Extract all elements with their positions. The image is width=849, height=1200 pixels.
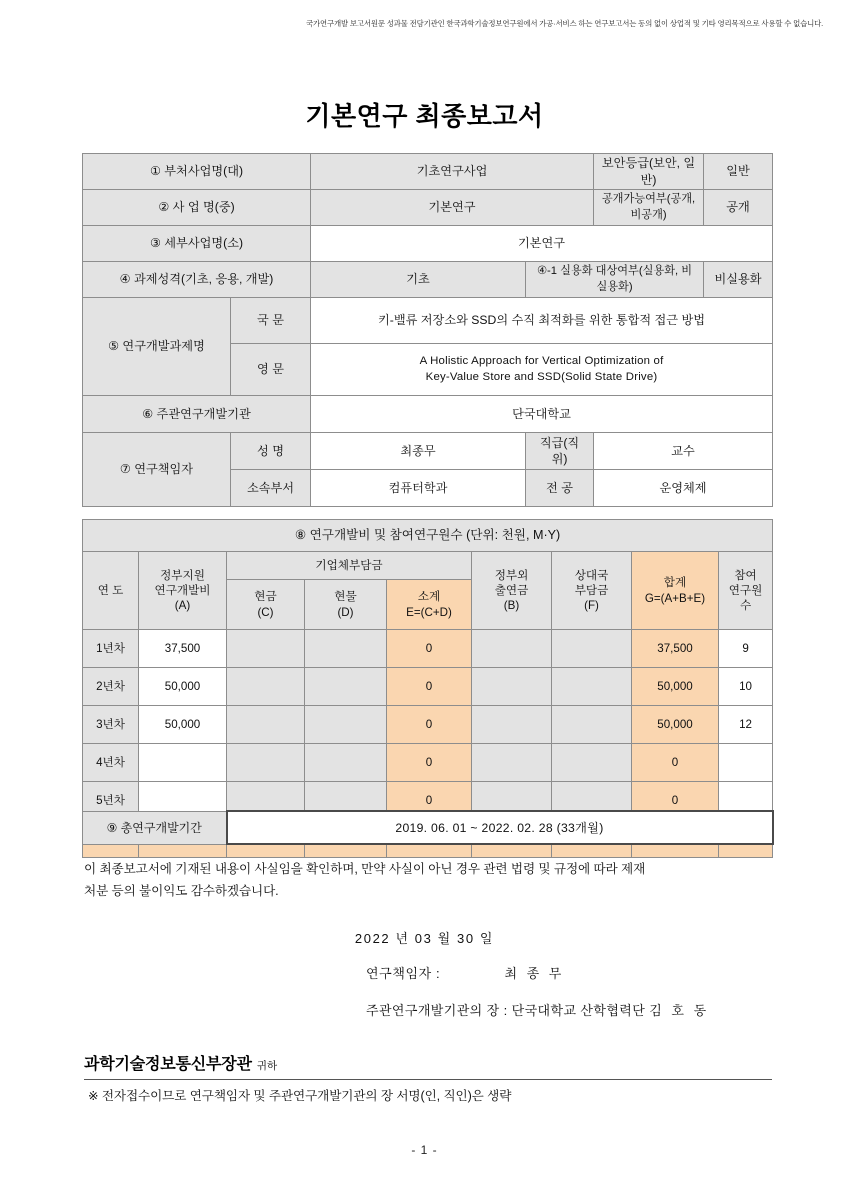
header-cash: [227, 580, 305, 630]
commercialization-value: 비실용화: [704, 262, 773, 298]
subprogram-label: ③ 세부사업명(소): [83, 226, 311, 262]
header-total-l2: G=(A+B+E): [644, 591, 706, 605]
header-nongov-l1: 정부외: [494, 568, 529, 582]
header-inkind-l2: (D): [337, 605, 354, 619]
signature-date: 2022 년 03 월 30 일: [354, 931, 495, 946]
header-partner-l2: 부담금: [574, 583, 609, 597]
header-gov-fund-l3: (A): [174, 599, 191, 613]
cell-total: 37,500: [632, 630, 719, 668]
table-row: [83, 154, 773, 190]
cell-gov-fund: 37,500: [139, 630, 227, 668]
pi-rank-value: 교수: [594, 433, 773, 470]
table-row: [83, 811, 773, 844]
budget-row: [83, 744, 773, 782]
commercialization-label: ④-1 실용화 대상여부(실용화, 비실용화): [526, 262, 704, 298]
subprogram-value: 기본연구: [311, 226, 773, 262]
budget-row: [83, 668, 773, 706]
cell-inkind: [305, 706, 387, 744]
pi-signature-label: 연구책임자 :: [366, 966, 441, 981]
task-type-value: 기초: [311, 262, 526, 298]
minister-suffix: 귀하: [256, 1060, 278, 1072]
page-title: 기본연구 최종보고서: [305, 101, 544, 131]
header-cash-l2: (C): [257, 605, 274, 619]
cell-gov-fund: 50,000: [139, 668, 227, 706]
minister-addressee: [84, 1051, 772, 1080]
cell-researchers: 12: [719, 706, 773, 744]
header-subtotal: [387, 580, 472, 630]
declaration-line2: 처분 등의 불이익도 감수하겠습니다.: [84, 884, 279, 899]
english-title-value: [311, 344, 773, 396]
cell-subtotal: 0: [387, 744, 472, 782]
header-researchers-l2: 연구원수: [728, 583, 763, 613]
security-level-label: 보안등급(보안, 일반): [594, 154, 704, 190]
disclosure-label: 공개가능여부(공개, 비공개): [594, 190, 704, 226]
header-partner: [552, 552, 632, 630]
cell-cash: [227, 630, 305, 668]
pi-major-label: 전 공: [526, 470, 594, 507]
korean-title-value: 키-밸류 저장소와 SSD의 수직 최적화를 위한 통합적 접근 방법: [311, 298, 773, 344]
pi-label: ⑦ 연구책임자: [83, 433, 231, 507]
page-number: - 1 -: [411, 1143, 438, 1157]
copyright-notice: 국가연구개발 보고서원문 성과물 전담기관인 한국과학기술정보연구원에서 가공·서비스 하는 연구보고서는 동의 없이 상업적 및 기타 영리목적으로 사용할 수 없습니다.: [306, 19, 823, 28]
header-subtotal-l1: 소계: [417, 590, 441, 604]
header-nongov: [472, 552, 552, 630]
declaration-line1: 이 최종보고서에 기재된 내용이 사실임을 확인하며, 만약 사실이 아닌 경우 관련 법령 및 규정에 따라 제재: [84, 862, 646, 876]
korean-title-label: 국 문: [231, 298, 311, 344]
table-row: [83, 226, 773, 262]
budget-header-row-1: [83, 552, 773, 580]
header-subtotal-l2: E=(C+D): [406, 605, 452, 619]
cell-subtotal: 0: [387, 630, 472, 668]
org-signature-label: 주관연구개발기관의 장 : 단국대학교 산학협력단: [366, 1003, 646, 1018]
pi-name-label: 성 명: [231, 433, 311, 470]
pi-signature-name: 최 종 무: [504, 966, 565, 981]
header-nongov-l2: 출연금: [494, 583, 529, 597]
period-label: ⑨ 총연구개발기간: [83, 811, 227, 844]
cell-subtotal: 0: [387, 668, 472, 706]
header-year: 연 도: [83, 552, 139, 630]
electronic-submission-note: ※ 전자접수이므로 연구책임자 및 주관연구개발기관의 장 서명(인, 직인)은 생략: [88, 1089, 512, 1103]
budget-section-title: ⑧ 연구개발비 및 참여연구원수 (단위: 천원, M·Y): [83, 520, 773, 552]
cell-partner: [552, 744, 632, 782]
cell-partner: [552, 630, 632, 668]
cell-inkind: [305, 744, 387, 782]
project-title-label: ⑤ 연구개발과제명: [83, 298, 231, 396]
pi-major-value: 운영체제: [594, 470, 773, 507]
budget-row: [83, 706, 773, 744]
header-inkind-l1: 현물: [334, 590, 357, 604]
cell-inkind: [305, 668, 387, 706]
cell-year: 4년차: [83, 744, 139, 782]
header-gov-fund-l2: 연구개발비: [154, 583, 211, 597]
header-gov-fund: [139, 552, 227, 630]
header-total: [632, 552, 719, 630]
cell-year: 2년차: [83, 668, 139, 706]
cell-nongov: [472, 706, 552, 744]
header-company-group: 기업체부담금: [227, 552, 472, 580]
period-value: 2019. 06. 01 ~ 2022. 02. 28 (33개월): [227, 811, 773, 844]
header-researchers: [719, 552, 773, 630]
header-total-l1: 합계: [663, 576, 687, 590]
cell-year: 3년차: [83, 706, 139, 744]
cell-year: 5년차: [83, 782, 139, 820]
budget-row: [83, 630, 773, 668]
org-signature-line: [366, 1000, 709, 1019]
cell-total: 50,000: [632, 706, 719, 744]
table-row: [83, 433, 773, 470]
header-nongov-l3: (B): [503, 599, 520, 613]
research-period-table: [82, 810, 774, 845]
table-row: [83, 396, 773, 433]
header-inkind: [305, 580, 387, 630]
ministry-program-label: ① 부처사업명(대): [83, 154, 311, 190]
pi-dept-label: 소속부서: [231, 470, 311, 507]
cell-total: 50,000: [632, 668, 719, 706]
cell-researchers: 10: [719, 668, 773, 706]
ministry-program-value: 기초연구사업: [311, 154, 594, 190]
budget-table: [82, 519, 773, 858]
cell-inkind: [305, 630, 387, 668]
header-researchers-l1: 참여: [734, 568, 757, 582]
cell-partner: [552, 706, 632, 744]
table-row: [83, 298, 773, 344]
host-institution-label: ⑥ 주관연구개발기관: [83, 396, 311, 433]
cell-cash: [227, 706, 305, 744]
cell-gov-fund: 50,000: [139, 706, 227, 744]
table-row: [83, 190, 773, 226]
pi-rank-label: 직급(직위): [526, 433, 594, 470]
security-level-value: 일반: [704, 154, 773, 190]
cell-cash: [227, 744, 305, 782]
cell-cash: [227, 668, 305, 706]
pi-signature-line: [366, 963, 564, 982]
header-cash-l1: 현금: [254, 590, 277, 604]
cell-year: 1년차: [83, 630, 139, 668]
minister-title: 과학기술정보통신부장관: [84, 1056, 252, 1073]
program-name-label: ② 사 업 명(중): [83, 190, 311, 226]
cell-researchers: 9: [719, 630, 773, 668]
declaration-text: [84, 858, 774, 902]
pi-name-value: 최종무: [311, 433, 526, 470]
table-row: [83, 262, 773, 298]
budget-section-title-row: [83, 520, 773, 552]
org-signature-name: 김 호 동: [649, 1003, 710, 1018]
cell-subtotal: 0: [387, 706, 472, 744]
cell-total: 0: [632, 744, 719, 782]
header-partner-l3: (F): [584, 599, 599, 613]
cell-total: 0: [632, 782, 719, 820]
task-type-label: ④ 과제성격(기초, 응용, 개발): [83, 262, 311, 298]
cell-nongov: [472, 668, 552, 706]
english-title-line1: A Holistic Approach for Vertical Optimization of: [419, 355, 664, 368]
cell-gov-fund: [139, 744, 227, 782]
disclosure-value: 공개: [704, 190, 773, 226]
cell-subtotal: 0: [387, 782, 472, 820]
header-partner-l1: 상대국: [574, 568, 609, 582]
pi-dept-value: 컴퓨터학과: [311, 470, 526, 507]
english-title-label: 영 문: [231, 344, 311, 396]
host-institution-value: 단국대학교: [311, 396, 773, 433]
cell-researchers: [719, 744, 773, 782]
cell-nongov: [472, 744, 552, 782]
header-gov-fund-l1: 정부지원: [160, 568, 205, 582]
program-name-value: 기본연구: [311, 190, 594, 226]
cell-partner: [552, 668, 632, 706]
cell-nongov: [472, 630, 552, 668]
project-info-table: [82, 153, 773, 507]
english-title-line2: Key-Value Store and SSD(Solid State Drive): [425, 370, 658, 383]
